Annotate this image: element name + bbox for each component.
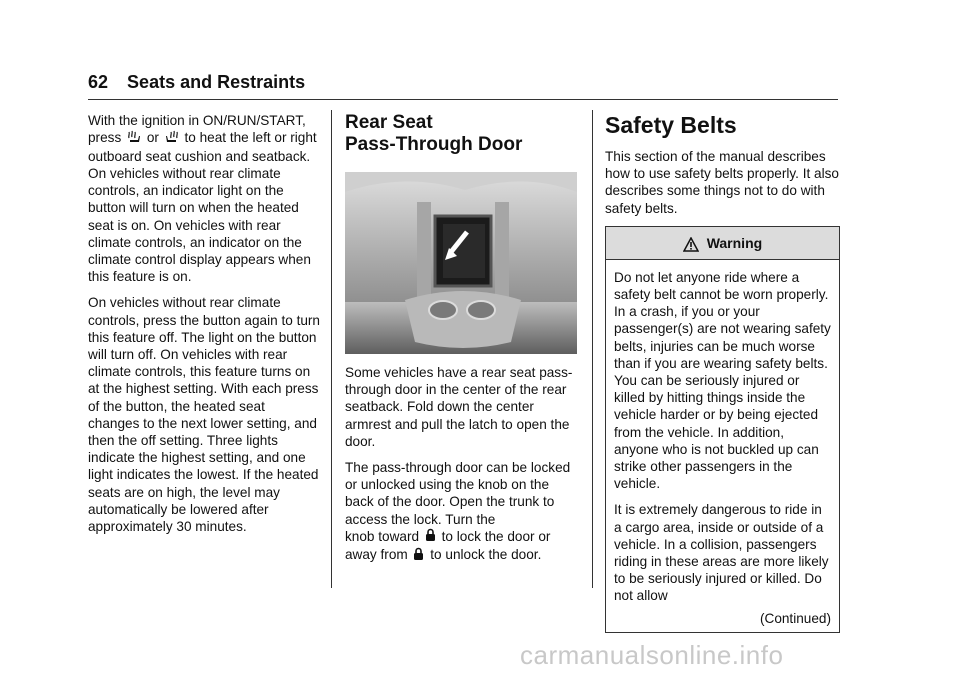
- heated-seat-paragraph-2: On vehicles without rear climate controls, press the button again to turn this feature off. The light on the button will turn off. On vehicles with rear climate controls, this feature turns on at the highest setting. With each press of the button, the heated seat changes to the next lower setting, and then the off setting. Three lights indicate the highest setting, and one light indicates the lowest. If the heated seats are on high, the level may automatically be lowered after approximately 30 minutes.: [88, 295, 320, 534]
- warning-triangle-icon: [683, 237, 699, 252]
- column-divider-left: [331, 110, 332, 588]
- lock-icon: [425, 528, 436, 546]
- warning-paragraph-1: Do not let anyone ride where a safety belt cannot be worn properly. In a crash, if you or your passenger(s) are not wearing safety belts, injuries can be much worse than if you are wearing safety belts. You can be seriously injured or killed by hitting things inside the vehicle harder or by being ejected from the vehicle. In addition, anyone who is not buckled up can strike other passengers in the vehicle.: [614, 269, 831, 492]
- page-header: [88, 72, 305, 93]
- pass-through-paragraph-1: Some vehicles have a rear seat pass-through door in the center of the rear seatback. Fold down the center armrest and pull the latch to open the door.: [345, 365, 573, 449]
- column-pass-through-door: [345, 112, 579, 574]
- warning-box: [605, 226, 840, 633]
- pass-through-door-photo: [345, 172, 577, 354]
- column-safety-belts: [605, 112, 841, 633]
- section-title: Seats and Restraints: [127, 72, 306, 92]
- section-heading-rear-seat: Rear Seat Pass-Through Door: [345, 112, 523, 155]
- header-rule: [88, 99, 838, 100]
- warning-body: [606, 260, 839, 632]
- pass-through-paragraph-2: The pass-through door can be locked or unlocked using the knob on the back of the door. Open the trunk to access the lock. Turn the knob toward to lock the door or away from to unlock the door.: [345, 459, 579, 565]
- safety-belts-intro: This section of the manual describes how to use safety belts properly. It also describes some things not to do with safety belts.: [605, 149, 839, 216]
- watermark: carmanualsonline.info: [520, 640, 784, 670]
- warning-paragraph-2: It is extremely dangerous to ride in a cargo area, inside or outside of a vehicle. In a collision, passengers riding in these areas are more likely to be seriously injured or killed. Do not allow: [614, 502, 829, 604]
- continued-label: (Continued): [759, 610, 831, 626]
- heated-seat-right-icon: [165, 130, 179, 148]
- section-heading-safety-belts: Safety Belts: [605, 112, 737, 138]
- heated-seat-paragraph-1: With the ignition in ON/RUN/START, press or to heat the left or right outboard seat cushion and seatback. On vehicles without rear climate controls, an indicator light on the button will turn on when the heated seat is on. On vehicles with rear climate controls, an indicator on the climate control display appears when this feature is on.: [88, 113, 317, 285]
- lock-icon: [413, 547, 424, 565]
- warning-header: [606, 227, 839, 260]
- column-divider-right: [592, 110, 593, 588]
- column-heated-seats: [88, 112, 320, 544]
- page-number: 62: [88, 72, 109, 92]
- heated-seat-left-icon: [127, 130, 141, 148]
- warning-title: Warning: [706, 234, 763, 251]
